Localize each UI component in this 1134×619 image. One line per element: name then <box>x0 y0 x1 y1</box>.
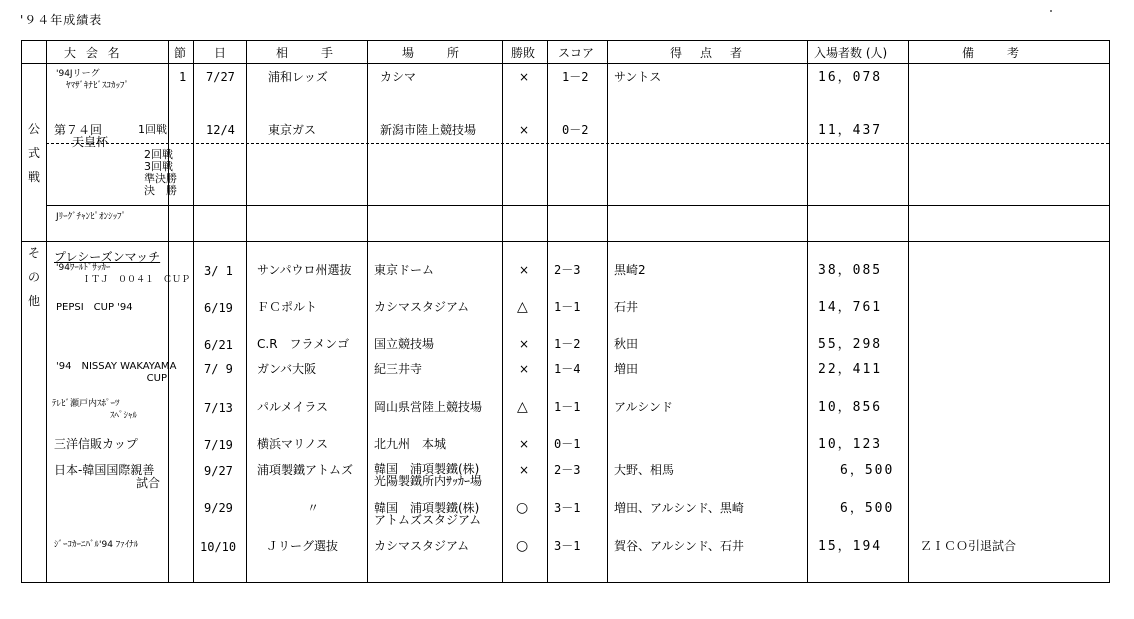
table-cell: 0－1 <box>554 437 581 451</box>
table-cell: 3/ 1 <box>204 264 233 278</box>
table-cell: × <box>519 337 530 351</box>
table-cell: 38，085 <box>818 263 883 278</box>
table-cell: 2－3 <box>554 263 581 277</box>
table-cell: 10，123 <box>818 437 883 452</box>
table-cell: 7/19 <box>204 438 233 452</box>
table-cell: 1回戦 <box>138 123 167 136</box>
table-cell: CUP <box>146 373 167 384</box>
table-cell: 第７４回 <box>54 123 103 137</box>
table-cell: 1－4 <box>554 362 581 376</box>
table-cell: 2回戦 <box>144 148 173 161</box>
table-cell: パルメイラス <box>257 400 329 414</box>
scan-speck <box>1050 10 1052 12</box>
table-cell: × <box>519 123 530 137</box>
table-cell: 6，500 <box>840 501 895 516</box>
table-cell: 増田、アルシンド、黒崎 <box>614 501 744 515</box>
table-cell: 1－1 <box>554 400 581 414</box>
table-cell: ﾔﾏｻﾞｷﾅﾋﾞｽｺｶｯﾌﾟ <box>66 81 130 91</box>
table-cell: ＦＣポルト <box>257 300 318 314</box>
table-cell: Ｊリーグ選抜 <box>266 539 339 553</box>
header-date: 日 <box>214 46 230 60</box>
header-result: 勝敗 <box>511 46 536 60</box>
table-cell: 1－2 <box>562 70 589 84</box>
table-cell: ｼﾞｰｺｶｰﾆﾊﾞﾙ'94 ﾌｧｲﾅﾙ <box>54 540 139 550</box>
table-rule <box>22 63 1109 64</box>
table-cell: 3回戦 <box>144 160 173 173</box>
table-cell: 3－1 <box>554 539 581 553</box>
table-cell: 日本-韓国国際親善 <box>54 463 155 477</box>
table-rule <box>46 205 1109 206</box>
header-tournament: 大 会 名 <box>64 46 123 60</box>
table-cell: 新潟市陸上競技場 <box>380 123 477 137</box>
table-cell: 55，298 <box>818 337 883 352</box>
table-cell: 7/27 <box>206 70 235 84</box>
table-cell: ○ <box>516 500 529 516</box>
table-cell: C.R フラメンゴ <box>257 337 350 351</box>
table-cell: 10/10 <box>200 540 237 554</box>
table-cell: × <box>519 437 530 451</box>
table-cell: 10，856 <box>818 400 883 415</box>
table-rule <box>22 241 1109 242</box>
header-score: スコア <box>558 46 595 60</box>
table-rule <box>168 41 169 582</box>
table-cell: 石井 <box>614 300 639 314</box>
table-cell: 7/13 <box>204 401 233 415</box>
table-cell: 2－3 <box>554 463 581 477</box>
table-cell: ＩＴＪ ００４１ ＣＵＰ <box>82 275 191 285</box>
header-round: 節 <box>174 46 190 60</box>
table-cell: 6，500 <box>840 463 895 478</box>
table-cell: サントス <box>614 70 662 84</box>
table-cell: 0－2 <box>562 123 589 137</box>
header-venue: 場 所 <box>402 46 463 60</box>
table-cell: 横浜マリノス <box>257 437 329 451</box>
header-scorers: 得 点 者 <box>670 46 746 60</box>
table-cell: 〃 <box>307 501 320 515</box>
table-cell: ＺＩＣＯ引退試合 <box>920 539 1017 553</box>
table-cell: プレシーズンマッチ <box>54 250 161 264</box>
table-cell: 東京ガス <box>268 123 317 137</box>
table-cell: 浦項製鐵アトムズ <box>257 463 354 477</box>
table-cell: 1－2 <box>554 337 581 351</box>
table-cell: 14，761 <box>818 300 883 315</box>
table-cell: × <box>519 70 530 84</box>
table-cell: 6/21 <box>204 338 233 352</box>
table-cell: アトムズスタジアム <box>374 513 482 527</box>
table-cell: 試合 <box>135 476 160 490</box>
table-cell: アルシンド <box>614 400 673 414</box>
header-attendance: 入場者数 (人) <box>814 46 888 60</box>
table-cell: 3－1 <box>554 501 581 515</box>
table-cell: 国立競技場 <box>374 337 435 351</box>
table-cell: ガンバ大阪 <box>257 362 317 376</box>
table-cell: △ <box>517 299 528 315</box>
table-cell: 韓国 浦項製鐵(株) <box>374 462 480 476</box>
table-cell: 岡山県営陸上競技場 <box>374 400 483 414</box>
table-rule <box>502 41 503 582</box>
table-rule <box>547 41 548 582</box>
document-title: '９４年成績表 <box>20 13 103 27</box>
table-cell: × <box>519 362 530 376</box>
table-rule <box>607 41 608 582</box>
table-cell: 準決勝 <box>144 172 177 185</box>
table-cell: 紀三井寺 <box>374 362 423 376</box>
table-rule <box>246 41 247 582</box>
table-cell: 光陽製鐵所内ｻｯｶｰ場 <box>374 474 483 488</box>
table-cell: 1－1 <box>554 300 581 314</box>
table-cell: 大野、相馬 <box>614 463 675 477</box>
table-cell: 12/4 <box>206 123 235 137</box>
table-cell: 22，411 <box>818 362 883 377</box>
table-cell: 賀谷、アルシンド、石井 <box>614 539 744 553</box>
table-rule <box>908 41 909 582</box>
table-cell: PEPSI CUP '94 <box>56 302 133 313</box>
table-cell: カシマスタジアム <box>374 539 470 553</box>
table-rule <box>367 41 368 582</box>
table-cell: 1 <box>179 70 187 84</box>
table-cell: ﾃﾚﾋﾞ瀬戸内ｽﾎﾟｰﾂ <box>52 399 120 409</box>
table-cell: 7/ 9 <box>204 362 233 376</box>
table-cell: 天皇杯 <box>72 135 109 149</box>
table-cell: '94 NISSAY WAKAYAMA <box>56 361 177 372</box>
table-cell: '94ﾜｰﾙﾄﾞｻｯｶｰ <box>56 263 111 273</box>
header-opponent: 相 手 <box>276 46 337 60</box>
table-cell: '94Jリーグ <box>56 69 100 79</box>
table-cell: 浦和レッズ <box>268 70 328 84</box>
table-cell: 三洋信販カップ <box>54 437 138 451</box>
table-cell: 北九州 本城 <box>374 437 447 451</box>
table-cell: ｽﾍﾟｼｬﾙ <box>110 411 138 421</box>
table-cell: 16，078 <box>818 70 883 85</box>
table-cell: サンパウロ州選抜 <box>257 263 352 277</box>
table-cell: × <box>519 463 530 477</box>
section-label-official: 公 式 戦 <box>27 122 40 184</box>
table-cell: 6/19 <box>204 301 233 315</box>
table-cell: 11，437 <box>818 123 883 138</box>
table-cell: 黒崎2 <box>614 263 646 277</box>
table-cell: カシマスタジアム <box>374 300 470 314</box>
table-rule <box>46 41 47 582</box>
table-cell: 東京ドーム <box>374 263 435 277</box>
table-cell: ○ <box>516 538 529 554</box>
table-cell: 9/27 <box>204 464 233 478</box>
table-cell: カシマ <box>380 70 417 84</box>
table-rule <box>46 143 1109 144</box>
table-cell: 9/29 <box>204 501 233 515</box>
table-rule <box>193 41 194 582</box>
table-cell: 決 勝 <box>144 184 177 197</box>
section-label-other: そ の 他 <box>27 246 40 308</box>
table-rule <box>807 41 808 582</box>
table-cell: Jﾘｰｸﾞﾁｬﾝﾋﾟｵﾝｼｯﾌﾟ <box>56 212 127 222</box>
table-cell: △ <box>517 399 528 415</box>
header-remarks: 備 考 <box>962 46 1023 60</box>
table-cell: 増田 <box>614 362 639 376</box>
table-cell: × <box>519 263 530 277</box>
table-cell: 韓国 浦項製鐵(株) <box>374 501 480 515</box>
table-cell: 秋田 <box>614 337 639 351</box>
table-cell: 15，194 <box>818 539 883 554</box>
results-table <box>21 40 1110 583</box>
